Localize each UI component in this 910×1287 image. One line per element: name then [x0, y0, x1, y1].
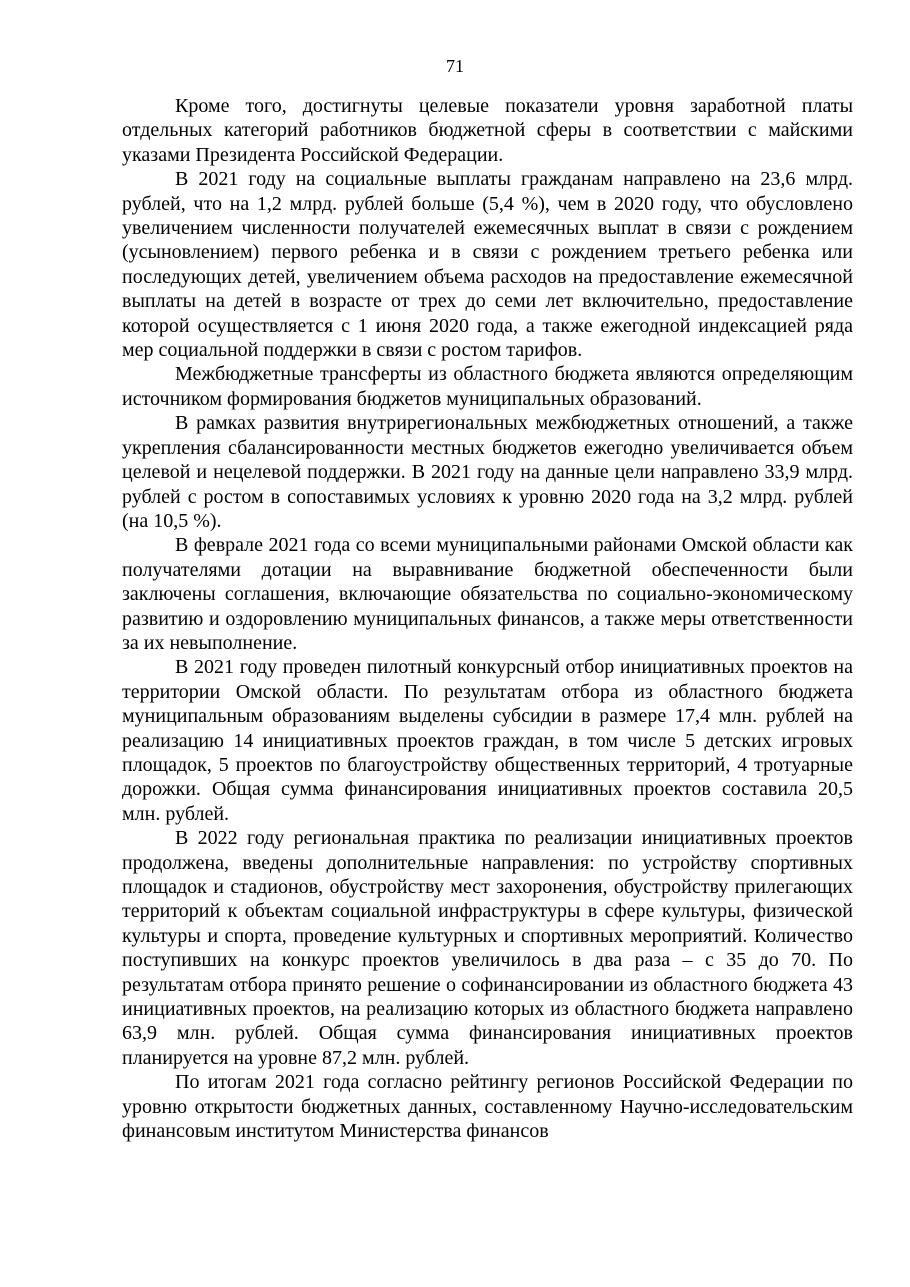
paragraph-initiative-projects-2022: В 2022 году региональная практика по реализации инициативных проектов продолжена, введены дополнительные направления: по устройству спортивных площадок и стадионов, обустройству мест захоронения, обустройству прилегающих территорий к объектам социальной инфраструктуры в сфере культуры, физической культуры и спорта, проведение культурных и спортивных мероприятий. Количество поступивших на конкурс проектов увеличилось в два раза – с 35 до 70. По результатам отбора принято решение о софинансировании из областного бюджета 43 инициативных проектов, на реализацию которых из областного бюджета направлено 63,9 млн. рублей. Общая сумма финансирования инициативных проектов планируется на уровне 87,2 млн. рублей.	[122, 827, 853, 1069]
page-number: 71	[446, 56, 464, 76]
paragraph-salary-targets: Кроме того, достигнуты целевые показатели уровня заработной платы отдельных категорий работников бюджетной сферы в соответствии с майскими указами Президента Российской Федерации.	[122, 95, 853, 166]
paragraph-social-payments: В 2021 году на социальные выплаты гражданам направлено на 23,6 млрд. рублей, что на 1,2 млрд. рублей больше (5,4 %), чем в 2020 году, что обусловлено увеличением численности получателей ежемесячных выплат в связи с рождением (усыновлением) первого ребенка и в связи с рождением третьего ребенка или последующих детей, увеличением объема расходов на предоставление ежемесячной выплаты на детей в возрасте от трех до семи лет включительно, предоставление которой осуществляется с 1 июня 2020 года, а также ежегодной индексацией ряда мер социальной поддержки в связи с ростом тарифов.	[122, 168, 853, 362]
paragraph-targeted-support: В рамках развития внутрирегиональных межбюджетных отношений, а также укрепления сбалансированности местных бюджетов ежегодно увеличивается объем целевой и нецелевой поддержки. В 2021 году на данные цели направлено 33,9 млрд. рублей с ростом в сопоставимых условиях к уровню 2020 года на 3,2 млрд. рублей (на 10,5 %).	[122, 412, 853, 532]
document-body	[122, 94, 853, 1143]
paragraph-open-budget-rating: По итогам 2021 года согласно рейтингу регионов Российской Федерации по уровню открытости бюджетных данных, составленному Научно-исследовательским финансовым институтом Министерства финансов	[122, 1071, 853, 1143]
paragraph-agreements: В феврале 2021 года со всеми муниципальными районами Омской области как получателями дотации на выравнивание бюджетной обеспеченности были заключены соглашения, включающие обязательства по социально-экономическому развитию и оздоровлению муниципальных финансов, а также меры ответственности за их невыполнение.	[122, 534, 853, 654]
paragraph-pilot-selection: В 2021 году проведен пилотный конкурсный отбор инициативных проектов на территории Омской области. По результатам отбора из областного бюджета муниципальным образованиям выделены субсидии в размере 17,4 млн. рублей на реализацию 14 инициативных проектов граждан, в том числе 5 детских игровых площадок, 5 проектов по благоустройству общественных территорий, 4 тротуарные дорожки. Общая сумма финансирования инициативных проектов составила 20,5 млн. рублей.	[122, 656, 853, 825]
paragraph-interbudget-transfers: Межбюджетные трансферты из областного бюджета являются определяющим источником формирования бюджетов муниципальных образований.	[122, 363, 853, 410]
